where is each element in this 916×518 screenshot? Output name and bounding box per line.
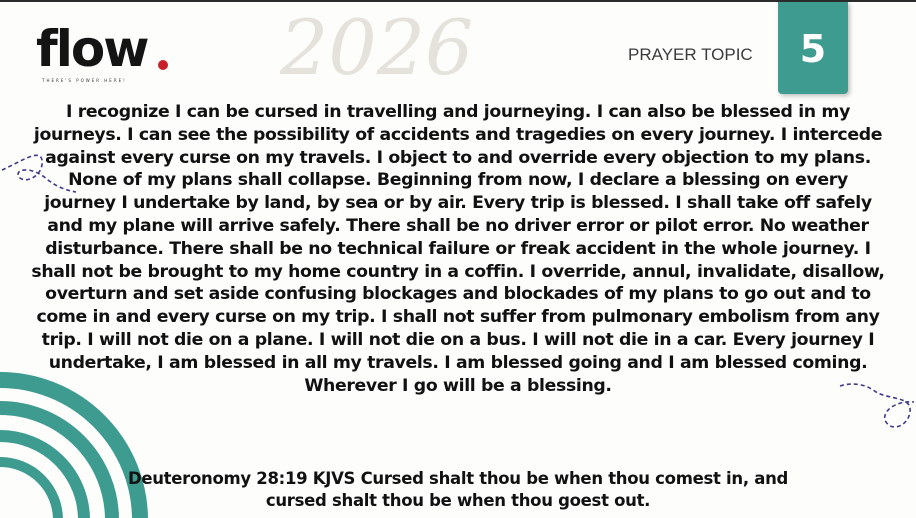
flow-logo: flow (36, 20, 148, 78)
prayer-topic-label: PRAYER TOPIC (628, 45, 753, 64)
year-watermark: 2026 (280, 3, 474, 92)
scripture-reference: Deuteronomy 28:19 KJVS Cursed shalt thou be when thou comest in, and cursed shalt thou be when thou goest out. (127, 469, 789, 510)
topic-number-badge (778, 2, 848, 94)
logo-tagline: THERE'S POWER HERE! (42, 78, 127, 83)
logo-dot-icon (158, 60, 168, 70)
prayer-text: I recognize I can be cursed in travelling and journeying. I can also be blessed in my journeys. I can see the possibility of accidents and tragedies on every journey. I intercede against every curse on my travels. I object to and override every objection to my plans. None of my plans shall collapse. Beginning from now, I declare a blessing on every journey I undertake by land, by sea or by air. Every trip is blessed. I shall take off safely and my plane will arrive safely. There shall be no driver error or pilot error. No weather disturbance. There shall be no technical failure or freak accident in the whole journey. I shall not be brought to my home country in a coffin. I override, annul, invalidate, disallow, overturn and set aside confusing blockages and blockades of my plans to go out and to come in and every curse on my trip. I shall not suffer from pulmonary embolism from any trip. I will not die on a plane. I will not die on a bus. I will not die in a car. Every journey I undertake, I am blessed in all my travels. I am blessed going and I am blessed coming. Wherever I go will be a blessing. (31, 102, 885, 396)
topic-number: 5 (799, 27, 827, 71)
